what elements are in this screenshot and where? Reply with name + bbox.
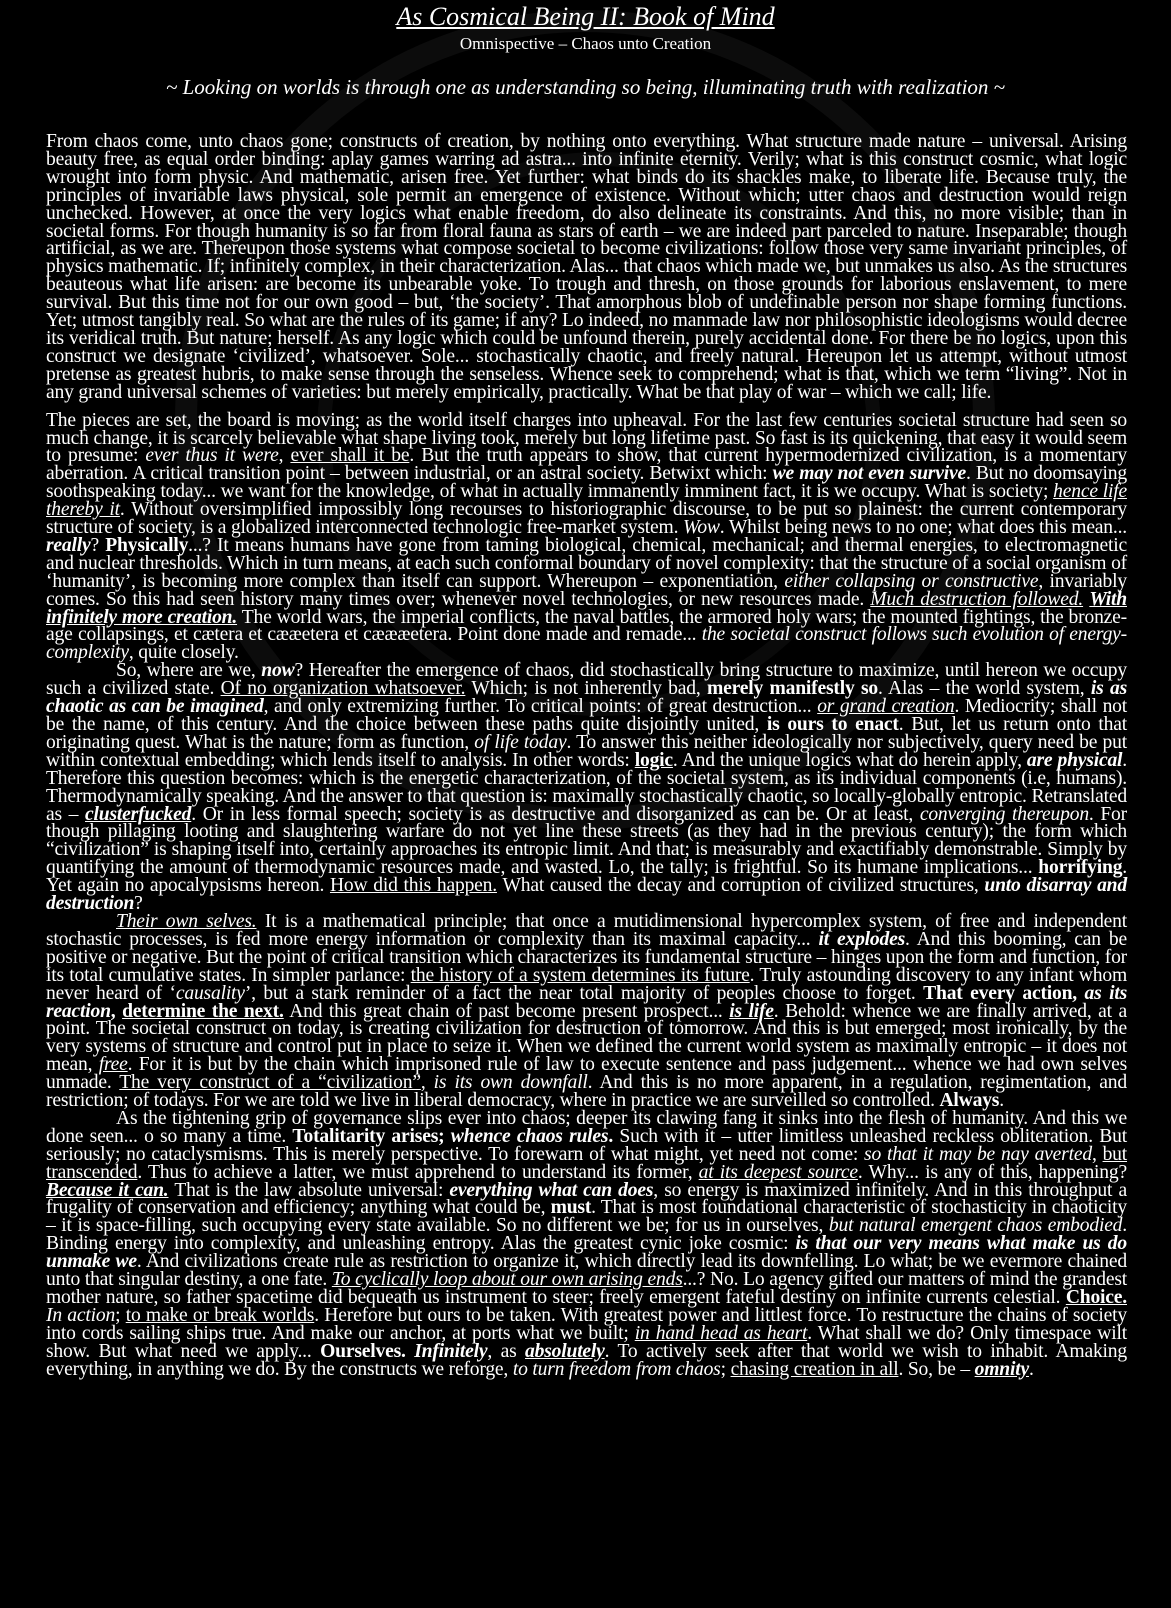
text-run: With infinitely more creation. — [46, 588, 1127, 628]
paragraph — [46, 662, 1127, 913]
text-run: Choice. — [1065, 1287, 1127, 1308]
text-run: . To actively seek after that world we wish to inhabit. Amaking everything, in anything we do. By the constructs we reforge, — [46, 1340, 1127, 1380]
text-run: the societal construct follows such evolution of energy-complexity — [46, 624, 1128, 664]
text-run: but natural emergent chaos embodied — [828, 1215, 1123, 1237]
text-run: . Truly astounding discovery to any infant whom never heard of ‘ — [46, 964, 1127, 1004]
text-run: . For though pillaging looting and slaughtering warfare do not yet line these streets (as they had in the previous century); the form which “civilization” is shaping itself into, certainly approaches its entropic limit. And that; is measurably and exactifiably demonstrable. Simply by quantifying the amount of thermodynamic resources made, and wasted. Lo, the tally; is frightful. So its humane implications... — [46, 803, 1127, 879]
text-run: Ourselves. — [320, 1340, 415, 1362]
text-run: in hand head as heart — [634, 1322, 808, 1344]
text-run: determine the next. — [122, 1000, 284, 1022]
text-run: ...? No. Lo agency gifted our matters of mind the grandest mother nature, so father spacetime did bequeath us instrument to steer; freely emergent fateful destiny on infinite currents celestial. — [46, 1269, 1128, 1308]
text-run: , — [278, 445, 291, 467]
text-run: ever shall it be — [290, 445, 410, 467]
text-run: must — [550, 1197, 592, 1219]
text-run: That every action, — [923, 982, 1085, 1004]
document-subtitle: Omnispective – Chaos unto Creation — [459, 34, 712, 53]
text-run: are physical — [1026, 749, 1123, 771]
text-run: is life — [729, 1000, 774, 1022]
document-title: As Cosmical Being II: Book of Mind — [396, 2, 775, 31]
text-run: ? Hereafter the emergence of chaos, did stochastically bring structure to maximize, until hereon we occupy such a civilized state. — [46, 660, 1127, 700]
text-run: , — [1091, 1143, 1103, 1165]
text-run: . What shall we do? Only timespace wilt show. But what need we apply... — [46, 1322, 1127, 1362]
text-run: either collapsing or constructive — [784, 570, 1039, 592]
text-run: unto disarray and destruction — [46, 875, 1127, 915]
text-run: is its own downfall — [433, 1072, 588, 1094]
text-run: chasing creation in all — [730, 1358, 899, 1380]
document-header — [0, 0, 1171, 99]
text-run: . And this booming, can be positive or negative. But the point of critical transition which characterizes its fundamental structure – hinges upon the form and function, for its total cumulative states. In simpler parlance: — [46, 928, 1127, 986]
text-run: converging thereupon — [919, 803, 1089, 825]
text-run: Physically — [105, 534, 189, 556]
text-run: everything what can does — [449, 1179, 654, 1201]
text-run: . Therefore this question becomes: which is the energetic characterization, of the societal system, as its individual components (i.e, humans). Thermodynamically speaking. And the answer to that question is: maximally stochastically chaotic, so locally-globally entropic. Retranslated as – — [46, 749, 1127, 825]
text-run: , as — [487, 1340, 526, 1362]
text-run: we may not even survive — [772, 463, 966, 485]
text-run: hence life thereby it — [46, 481, 1127, 521]
text-run: To cyclically loop about our own arising ends — [331, 1269, 683, 1291]
epigraph: ~ Looking on worlds is through one as understanding so being, illuminating truth with realization ~ — [165, 75, 1006, 99]
text-run: but transcended — [46, 1143, 1128, 1183]
text-run: It is a mathematical principle; that once a mutidimensional hypercomplex system, of free and independent stochastic processes, is fed more energy information or complexity than its maximal capacity... — [46, 910, 1127, 950]
text-run: really — [46, 534, 91, 556]
text-run: , so energy is maximized infinitely. And in this throughput a frugality of conservation and efficiency; anything what could be, — [46, 1179, 1127, 1219]
text-run: Their own selves. — [116, 910, 257, 932]
text-run: Such with it – utter limitless unleashed reckless obliteration. But seriously; no cataclysmisms. This is merely perspective. To forewarn of what might, yet need not come: — [46, 1125, 1127, 1165]
text-run: . — [999, 1090, 1004, 1112]
text-run: . And this is no more apparent, in a regulation, regimentation, and restriction; of todays. For we are told we live in liberal democracy, where in practice we are surveilled so controlled. — [46, 1072, 1127, 1112]
text-run: horrifying — [1038, 857, 1123, 879]
text-run: Much destruction followed. — [870, 588, 1084, 610]
text-run: of life today — [474, 731, 567, 753]
text-run: omnity — [974, 1358, 1029, 1380]
text-run: ? — [90, 534, 106, 556]
text-run: . And civilizations create rule as restriction to organize it, which directly lead its downfelling. Lo what; be we evermore chained unto that singular destiny, a one fate. — [46, 1251, 1127, 1291]
text-run: . — [1028, 1358, 1034, 1380]
text-run: . Yet again no apocalypsisms hereon. — [46, 857, 1127, 897]
paragraph — [46, 1107, 1128, 1380]
text-run: ever thus it were — [145, 445, 279, 467]
text-run: Totalitarity arises; — [292, 1125, 451, 1147]
paragraph — [46, 409, 1128, 664]
text-run: . But no doomsaying soothspeaking today... we want for the knowledge, of what in actually immanently imminent fact, it is we occupy. What is society; — [46, 463, 1127, 503]
text-run: clusterfucked — [85, 803, 192, 825]
text-run: Wow — [683, 517, 720, 539]
text-run: In action — [46, 1304, 116, 1326]
text-run: now — [261, 660, 295, 682]
text-run: ...? It means humans have gone from taming biological, chemical, mechanical; and thermal energies, to electromagnetic and nuclear thresholds. Which in turn means, at each such conformal boundary of novel complexity: that the structure of a social organism of ‘humanity’, is becoming more complex than itself can support. Whereupon – exponentiation, — [46, 534, 1127, 592]
text-run: logic — [634, 749, 673, 771]
text-run: . To answer this neither ideologically nor subjectively, query need be put within contextual embedding; which lends itself to analysis. In other words: — [46, 731, 1127, 771]
text-run: to turn freedom from chaos — [512, 1358, 721, 1380]
text-run: ’, but a stark reminder of a fact the near total majority of peoples choose to forget. — [244, 982, 924, 1004]
text-run: . That is most foundational characteristic of stochasticity in chaoticity – it is space-filling, such occupying every state available. So no different we be; for us in ourselves, — [46, 1197, 1127, 1237]
text-run: , — [110, 1000, 123, 1022]
text-run: , — [420, 1072, 434, 1094]
text-run: at its deepest source — [698, 1161, 858, 1183]
text-run: . Without oversimplified impossibly long recourses to historiographic discourse, to be put so plainest: the current contemporary structure of society, is a globalized interconnected technologic free-market system. — [46, 499, 1127, 539]
text-run: And this great chain of past become present prospect... — [283, 1000, 730, 1022]
text-run: as its reaction — [46, 982, 1127, 1022]
text-run: is ours to enact — [766, 714, 899, 735]
text-run: is that our very means what make us do unmake we — [46, 1233, 1127, 1273]
text-run: it explodes — [818, 928, 906, 950]
text-run: is as chaotic as can be imagined — [46, 678, 1128, 718]
text-run: ; — [115, 1304, 126, 1326]
text-run: , invariably comes. So this had seen history many times over; whenever novel technologies, or new resources made. — [46, 570, 1127, 610]
text-run: . Why... is any of this, happening? — [857, 1161, 1127, 1183]
text-run: Infinitely — [414, 1340, 488, 1362]
text-run: . And the unique logics what do herein apply, — [672, 749, 1027, 771]
text-run: causality — [175, 982, 245, 1004]
text-run: . Behold: whence we are finally arrived, at a point. The societal construct on today, is creating civilization for destruction of tomorrow. And this is but emerged; most ironically, by the very systems of structure and control put in place to seize it. When we defined the current world system as maximally entropic – it does not mean, — [46, 1000, 1127, 1076]
text-run: The world wars, the imperial conflicts, the naval battles, the armored holy wars; the mounted fightings, the bronze-age collapsings, et cætera et cææetera et cæææetera. Point done made and remade... — [46, 606, 1127, 646]
text-run: the history of a system determines its future — [410, 964, 750, 986]
paragraph — [46, 133, 1127, 402]
text-run: or grand creation — [817, 696, 955, 718]
text-run: So, where are we, — [116, 660, 262, 682]
text-run: absolutely — [525, 1340, 605, 1362]
text-run: ? — [134, 893, 143, 915]
text-run: How did this happen. — [329, 875, 497, 897]
text-run: merely manifestly so — [706, 678, 879, 700]
text-run: . So, be – — [898, 1358, 975, 1380]
text-run: ; — [720, 1358, 731, 1380]
text-run: . Or in less formal speech; society is as destructive and disorganized as can be. Or at least, — [191, 803, 920, 825]
text-run: . Alas – the world system, — [878, 678, 1091, 700]
text-run: whence chaos rules — [450, 1125, 609, 1147]
text-run: Of no organization whatsoever. — [220, 678, 466, 700]
text-run: . Herefore but ours to be taken. With greatest power and littlest force. To restructure the chains of society into cords sailing ships true. And make our anchor, at ports what we built; — [46, 1304, 1128, 1344]
paragraph — [46, 910, 1128, 1112]
text-run: . Binding energy into complexity, and unleashing entropy. Alas the greatest cynic joke cosmic: — [46, 1215, 1127, 1255]
text-run: , quite closely. — [128, 642, 239, 664]
text-run: From chaos come, unto chaos gone; constructs of creation, by nothing onto everything. What structure made nature – universal. Arising beauty free, as equal order binding: aplay games warring ad astra... into infinite eternity. Verily; what is this construct cosmic, what logic wrought into form physic. And mathematic, arisen free. Yet further: what binds do its shackles make, to liberate life. Because truly, the principles of invariable laws physical, sole permit an emergence of existence. Without which; utter chaos and destruction would reign unchecked. However, at once the very logics what enable freedom, do also delineate its constraints. And this, no more visible; than in societal forms. For though humanity is so far from floral fauna as stars of earth – we are indeed part parceled to nature. Inseparable; though artificial, as we are. Thereupon those systems what compose societal to become civilizations: follow those very same invariant principles, of physics mathematic. If; infinitely complex, in their characterization. Alas... that chaos which made we, but unmakes us also. As the structures beauteous what life arisen: are become its unbearable yoke. To trough and thresh, on those grounds for laborious enslavement, to mere survival. But this time not for our own good – but, ‘the society’. That amorphous blob of undefinable person nor shape forming functions. Yet; utmost tangibly real. So what are the rules of its game; if any? Lo indeed, no manmade law nor philosophistic ideologisms would decree its veridical truth. But nature; herself. As any logic which could be unfound therein, purely accidental done. For there be no logics, upon this construct we designate ‘civilized’, whatsoever. Sole... stochastically chaotic, and freely natural. Hereupon let us attempt, without utmost pretense as greatest hubris, to make sense through the senseless. Whence seek to comprehend; what is that, which we term “living”. Not in any grand universal schemes of varieties: but merely empirically, practically. What be that play of war – which we call; life. — [46, 131, 1127, 403]
text-run: to make or break worlds — [125, 1304, 315, 1326]
text-run: . But, let us return onto that originating quest. What is the nature; form as function, — [46, 714, 1128, 753]
text-run: . But the truth appears to show, that current hypermodernized civilization, is a momentary aberration. A critical transition point – between industrial, or an astral society. Betwixt which: — [46, 445, 1127, 485]
text-run: As the tightening grip of governance slips ever into chaos; deeper its clawing fang it sinks into the flesh of humanity. And this we done seen... o so many a time. — [46, 1107, 1127, 1147]
text-run: Always — [939, 1090, 1000, 1112]
text-run: . Mediocrity; shall not be the name, of this century. And the choice between these paths quite disjointly united, — [46, 696, 1128, 735]
text-run: . Thus to achieve a latter, we must apprehend to understand its former, — [137, 1161, 699, 1183]
text-run: The very construct of a “civilization” — [119, 1072, 421, 1094]
text-run: , and only extremizing further. To critical points: of great destruction... — [263, 696, 818, 718]
text-run: The pieces are set, the board is moving; as the world itself charges into upheaval. For the last few centuries societal structure had seen so much change, it is scarcely believable what shape living took, merely but long lifetime past. So fast is its quickening, that easy it would seem to presume: — [46, 409, 1127, 467]
text-run: . — [608, 1125, 620, 1147]
text-run: That is the law absolute universal: — [168, 1179, 450, 1201]
essay-body — [46, 133, 1127, 1379]
text-run: What caused the decay and corruption of civilized structures, — [496, 875, 985, 897]
text-run: so that it may be nay averted — [864, 1143, 1092, 1165]
text-run: Because it can. — [46, 1179, 169, 1201]
text-run: . For it is but by the chain which imprisoned rule of law to execute sentence and pass judgement... whence we had own selves unmade. — [46, 1054, 1128, 1094]
text-run: Which; is not inherently bad, — [465, 678, 707, 700]
text-run: free — [98, 1054, 128, 1076]
text-run: . Whilst being news to no one; what does this mean... — [719, 517, 1127, 539]
